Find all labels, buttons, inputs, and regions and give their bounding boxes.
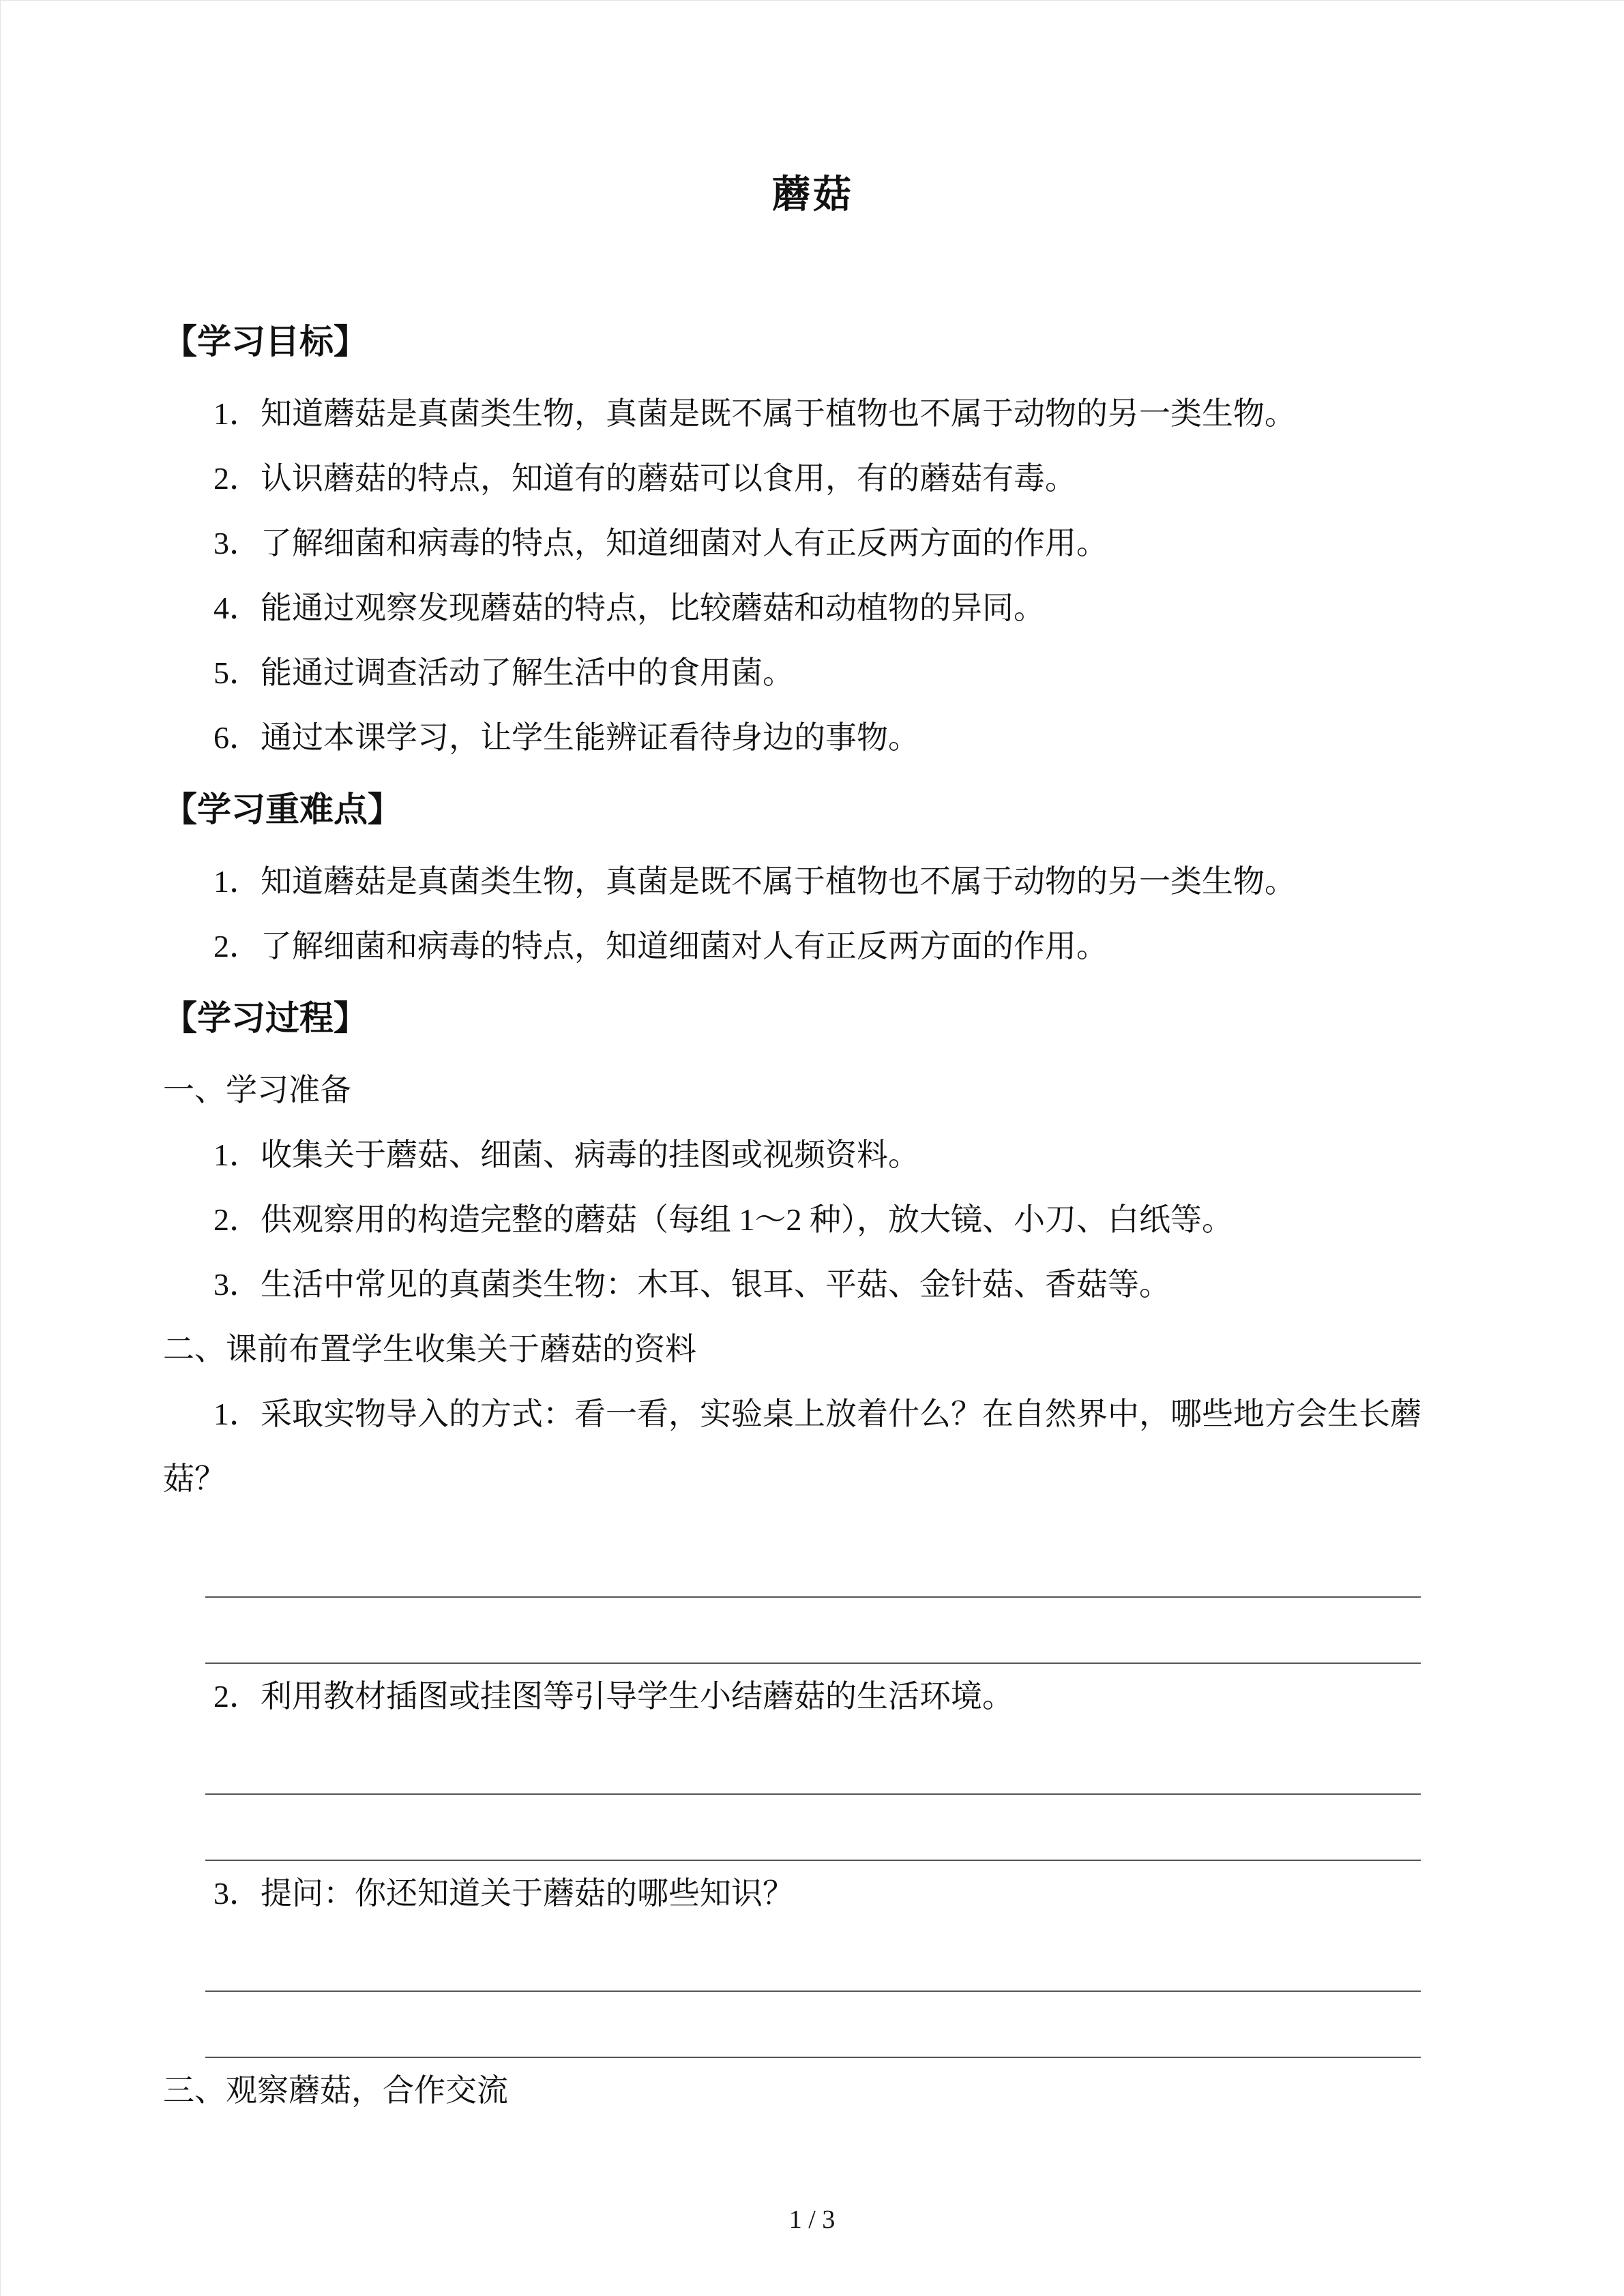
question-item: 2．利用教材插图或挂图等引导学生小结蘑菇的生活环境。	[213, 1679, 1014, 1714]
key-point-item: 1．知道蘑菇是真菌类生物，真菌是既不属于植物也不属于动物的另一类生物。	[213, 864, 1296, 899]
prep-item: 2．供观察用的构造完整的蘑菇（每组 1～2 种），放大镜、小刀、白纸等。	[213, 1202, 1233, 1237]
process-part3-heading: 三、观察蘑菇，合作交流	[163, 2073, 508, 2108]
goal-item: 5．能通过调查活动了解生活中的食用菌。	[213, 655, 794, 690]
document-title: 蘑菇	[772, 174, 854, 216]
goal-item: 6．通过本课学习，让学生能辨证看待身边的事物。	[213, 720, 919, 755]
answer-blank-line	[205, 1926, 1421, 1992]
section-heading-goals: 【学习目标】	[163, 323, 368, 361]
answer-area	[205, 1926, 1421, 2058]
prep-item: 1．收集关于蘑菇、细菌、病毒的挂图或视频资料。	[213, 1137, 919, 1172]
goal-item: 4．能通过观察发现蘑菇的特点，比较蘑菇和动植物的异同。	[213, 591, 1045, 625]
answer-blank-line	[205, 1729, 1421, 1795]
prep-item: 3．生活中常见的真菌类生物：木耳、银耳、平菇、金针菇、香菇等。	[213, 1267, 1170, 1302]
question-item: 3．提问：你还知道关于蘑菇的哪些知识？	[213, 1876, 794, 1911]
process-part1-heading: 一、学习准备	[163, 1073, 351, 1107]
answer-blank-line	[205, 1992, 1421, 2058]
answer-area	[205, 1532, 1421, 1664]
goal-item: 2．认识蘑菇的特点，知道有的蘑菇可以食用，有的蘑菇有毒。	[213, 461, 1076, 496]
goal-item: 1．知道蘑菇是真菌类生物，真菌是既不属于植物也不属于动物的另一类生物。	[213, 396, 1296, 431]
question-item: 1．采取实物导入的方式：看一看，实验桌上放着什么？在自然界中，哪些地方会生长蘑菇？	[163, 1397, 1421, 1496]
section-heading-process: 【学习过程】	[163, 999, 368, 1037]
page-number: 1 / 3	[788, 2205, 836, 2234]
answer-blank-line	[205, 1795, 1421, 1861]
key-point-item: 2．了解细菌和病毒的特点，知道细菌对人有正反两方面的作用。	[213, 929, 1108, 964]
goal-item: 3．了解细菌和病毒的特点，知道细菌对人有正反两方面的作用。	[213, 526, 1108, 561]
process-part2-heading: 二、课前布置学生收集关于蘑菇的资料	[163, 1332, 696, 1367]
answer-blank-line	[205, 1532, 1421, 1598]
section-heading-key-points: 【学习重难点】	[163, 790, 402, 829]
answer-blank-line	[205, 1598, 1421, 1664]
answer-area	[205, 1729, 1421, 1861]
